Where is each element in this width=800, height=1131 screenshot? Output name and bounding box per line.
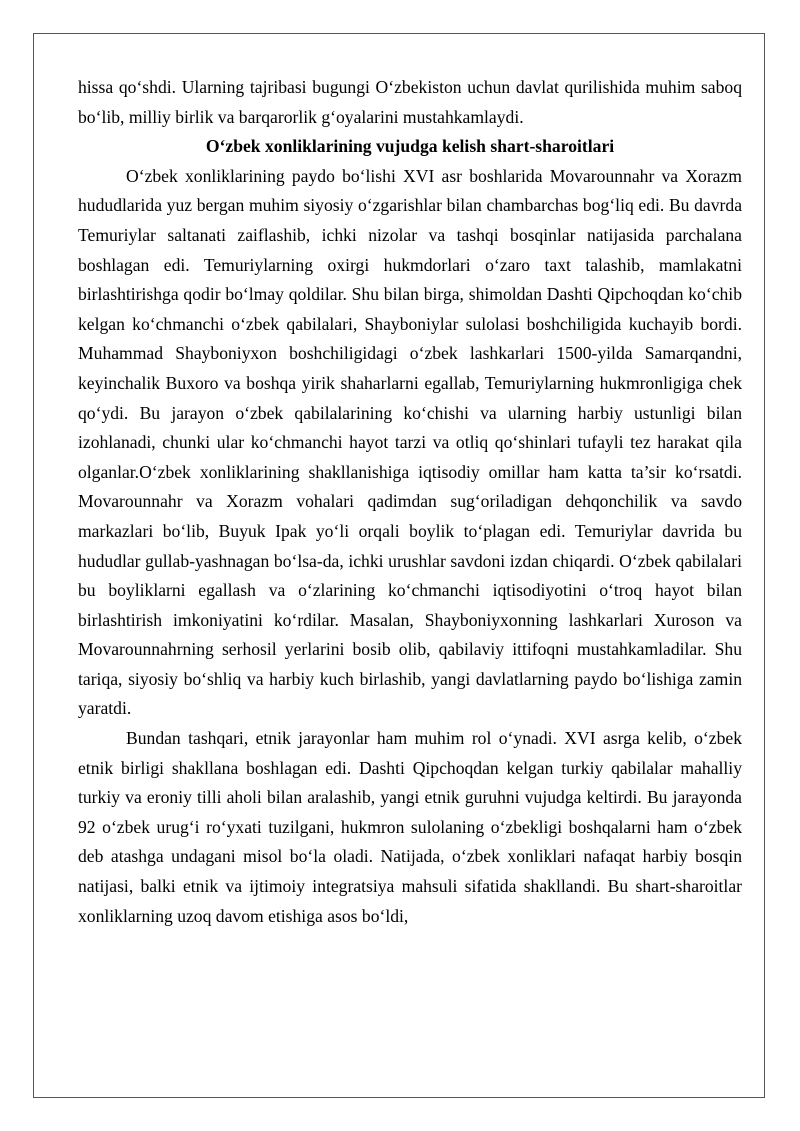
paragraph-conditions: O‘zbek xonliklarining paydo bo‘lishi XVI asr boshlarida Movarounnahr va Xorazm hududlarida yuz bergan muhim siyosiy o‘zgarishlar bilan chambarchas bog‘liq edi. Bu davrda Temuriylar saltanati zaiflashib, ichki nizolar va tashqi bosqinlar natijasida parchalana boshlagan edi. Temuriylarning oxirgi hukmdorlari o‘zaro taxt talashib, mamlakatni birlashtirishga qodir bo‘lmay qoldilar. Shu bilan birga, shimoldan Dashti Qipchoqdan ko‘chib kelgan ko‘chmanchi o‘zbek qabilalari, Shayboniylar sulolasi boshchiligida kuchayib bordi. Muhammad Shayboniyxon boshchiligidagi o‘zbek lashkarlari 1500-yilda Samarqandni, keyinchalik Buxoro va boshqa yirik shaharlarni egallab, Temuriylarning hukmronligiga chek qo‘ydi. Bu jarayon o‘zbek qabilalarining ko‘chishi va ularning harbiy ustunligi bilan izohlanadi, chunki ular ko‘chmanchi hayot tarzi va otliq qo‘shinlari tufayli tez harakat qila olganlar.O‘zbek xonliklarining shakllanishiga iqtisodiy omillar ham katta ta’sir ko‘rsatdi. Movarounnahr va Xorazm vohalari qadimdan sug‘oriladigan dehqonchilik va savdo markazlari bo‘lib, Buyuk Ipak yo‘li orqali boylik to‘plagan edi. Temuriylar davrida bu hududlar gullab-yashnagan bo‘lsa-da, ichki urushlar savdoni izdan chiqardi. O‘zbek qabilalari bu boyliklarni egallash va o‘zlarining ko‘chmanchi iqtisodiyotini o‘troq hayot bilan birlashtirish imkoniyatini ko‘rdilar. Masalan, Shayboniyxonning lashkarlari Xuroson va Movarounnahrning serhosil yerlarini bosib olib, qabilaviy ittifoqni mustahkamladilar. Shu tariqa, siyosiy bo‘shliq va harbiy kuch birlashib, yangi davlatlarning paydo bo‘lishiga zamin yaratdi. <box>78 165 742 719</box>
section-heading: O‘zbek xonliklarining vujudga kelish shart-sharoitlari <box>205 136 615 157</box>
paragraph-ethnic-processes: Bundan tashqari, etnik jarayonlar ham muhim rol o‘ynadi. XVI asrga kelib, o‘zbek etnik birligi shakllana boshlagan edi. Dashti Qipchoqdan kelgan turkiy qabilalar mahalliy turkiy va eroniy tilli aholi bilan aralashib, yangi etnik guruhni vujudga keltirdi. Bu jarayonda 92 o‘zbek urug‘i ro‘yxati tuzilgani, hukmron sulolaning o‘zbekligi boshqalarni ham o‘zbek deb atashga undagani misol bo‘la oladi. Natijada, o‘zbek xonliklari nafaqat harbiy bosqin natijasi, balki etnik va ijtimoiy integratsiya mahsuli sifatida shakllandi. Bu shart-sharoitlar xonliklarning uzoq davom etishiga asos bo‘ldi, <box>78 728 742 926</box>
document-body <box>78 73 742 931</box>
paragraph-continuation: hissa qo‘shdi. Ularning tajribasi bugungi O‘zbekiston uchun davlat qurilishida muhim saboq bo‘lib, milliy birlik va barqarorlik g‘oyalarini mustahkamlaydi. <box>78 77 742 127</box>
